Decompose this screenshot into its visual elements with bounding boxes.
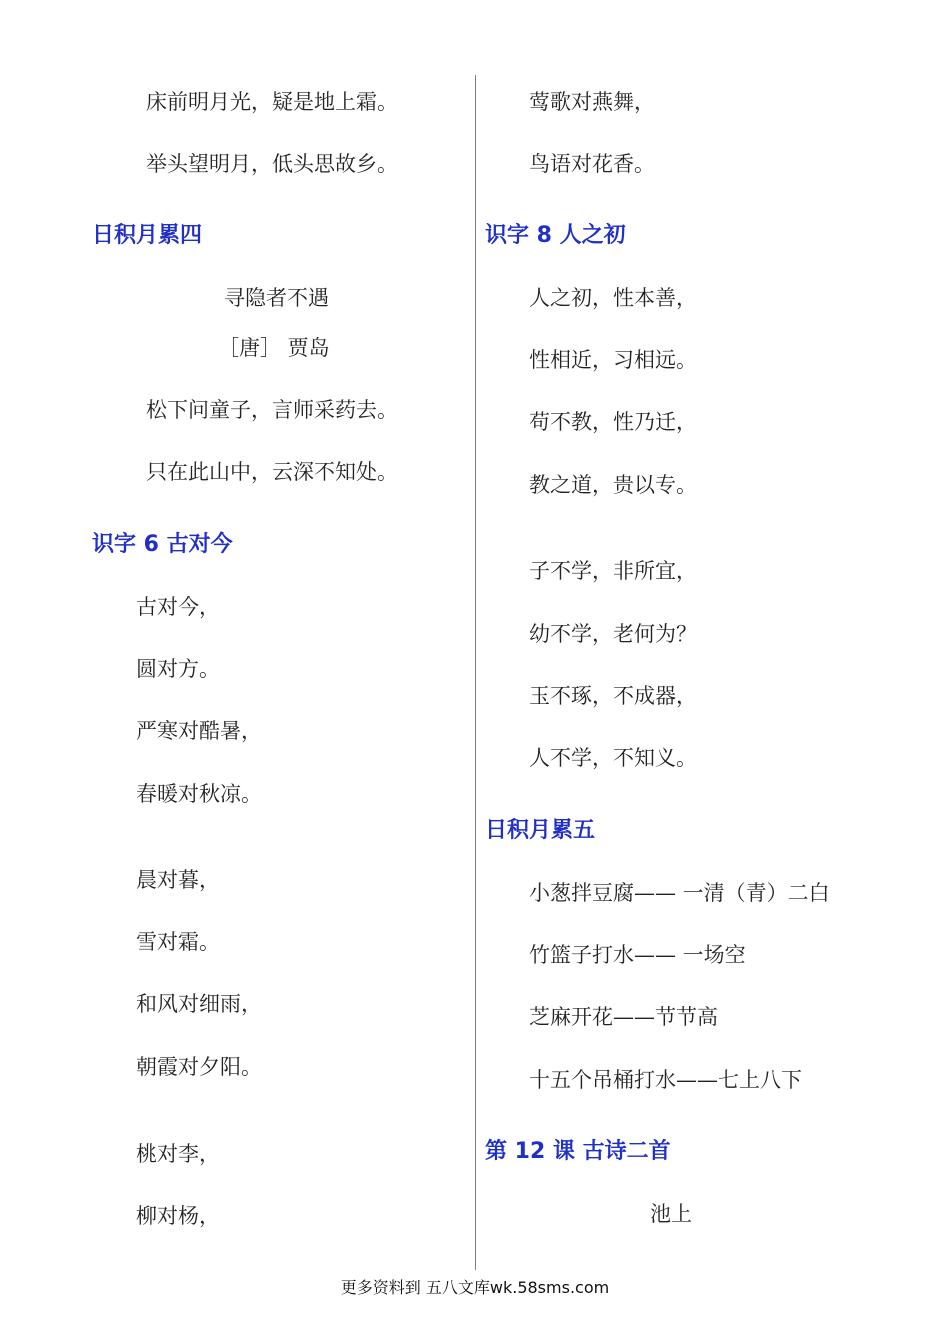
footer-source: 更多资料到 五八文库wk.58sms.com (340, 1278, 610, 1297)
text-line: 幼不学，老何为？ (529, 622, 697, 646)
text-line: 朝霞对夕阳。 (136, 1055, 262, 1079)
poem-line: 举头望明月，低头思故乡。 (146, 152, 398, 176)
text-line: 子不学，非所宜， (529, 559, 697, 583)
poem-title: 池上 (650, 1202, 692, 1226)
text-line: 小葱拌豆腐—— 一清（青）二白 (529, 881, 830, 905)
text-line: 莺歌对燕舞， (529, 90, 655, 114)
text-line: 柳对杨， (136, 1204, 220, 1228)
section-heading-rijilei4: 日积月累四 (92, 223, 203, 248)
text-line: 芝麻开花——节节高 (529, 1005, 718, 1029)
text-line: 桃对李， (136, 1142, 220, 1166)
text-line: 晨对暮， (136, 868, 220, 892)
text-line: 教之道，贵以专。 (529, 473, 697, 497)
text-line: 玉不琢，不成器， (529, 684, 697, 708)
text-line: 圆对方。 (136, 657, 220, 681)
text-line: 十五个吊桶打水——七上八下 (529, 1068, 802, 1092)
text-line: 严寒对酷暑， (136, 719, 262, 743)
text-line: 人之初，性本善， (529, 286, 697, 310)
poem-author: ［唐］ 贾岛 (218, 336, 330, 360)
text-line: 苟不教，性乃迁， (529, 410, 697, 434)
text-line: 鸟语对花香。 (529, 152, 655, 176)
poem-line: 松下问童子，言师采药去。 (146, 398, 398, 422)
section-heading-rijilei5: 日积月累五 (485, 818, 596, 843)
section-heading-shizi6: 识字 6 古对今 (92, 532, 233, 557)
poem-title: 寻隐者不遇 (224, 286, 329, 310)
text-line: 和风对细雨， (136, 992, 262, 1016)
poem-line: 床前明月光，疑是地上霜。 (146, 90, 398, 114)
section-heading-lesson12: 第 12 课 古诗二首 (485, 1139, 671, 1164)
section-heading-shizi8: 识字 8 人之初 (485, 223, 626, 248)
text-line: 古对今， (136, 595, 220, 619)
poem-line: 只在此山中，云深不知处。 (146, 460, 398, 484)
text-line: 竹篮子打水—— 一场空 (529, 943, 746, 967)
text-line: 春暖对秋凉。 (136, 782, 262, 806)
column-divider (475, 75, 476, 1270)
text-line: 性相近，习相远。 (529, 348, 697, 372)
text-line: 人不学，不知义。 (529, 746, 697, 770)
text-line: 雪对霜。 (136, 930, 220, 954)
